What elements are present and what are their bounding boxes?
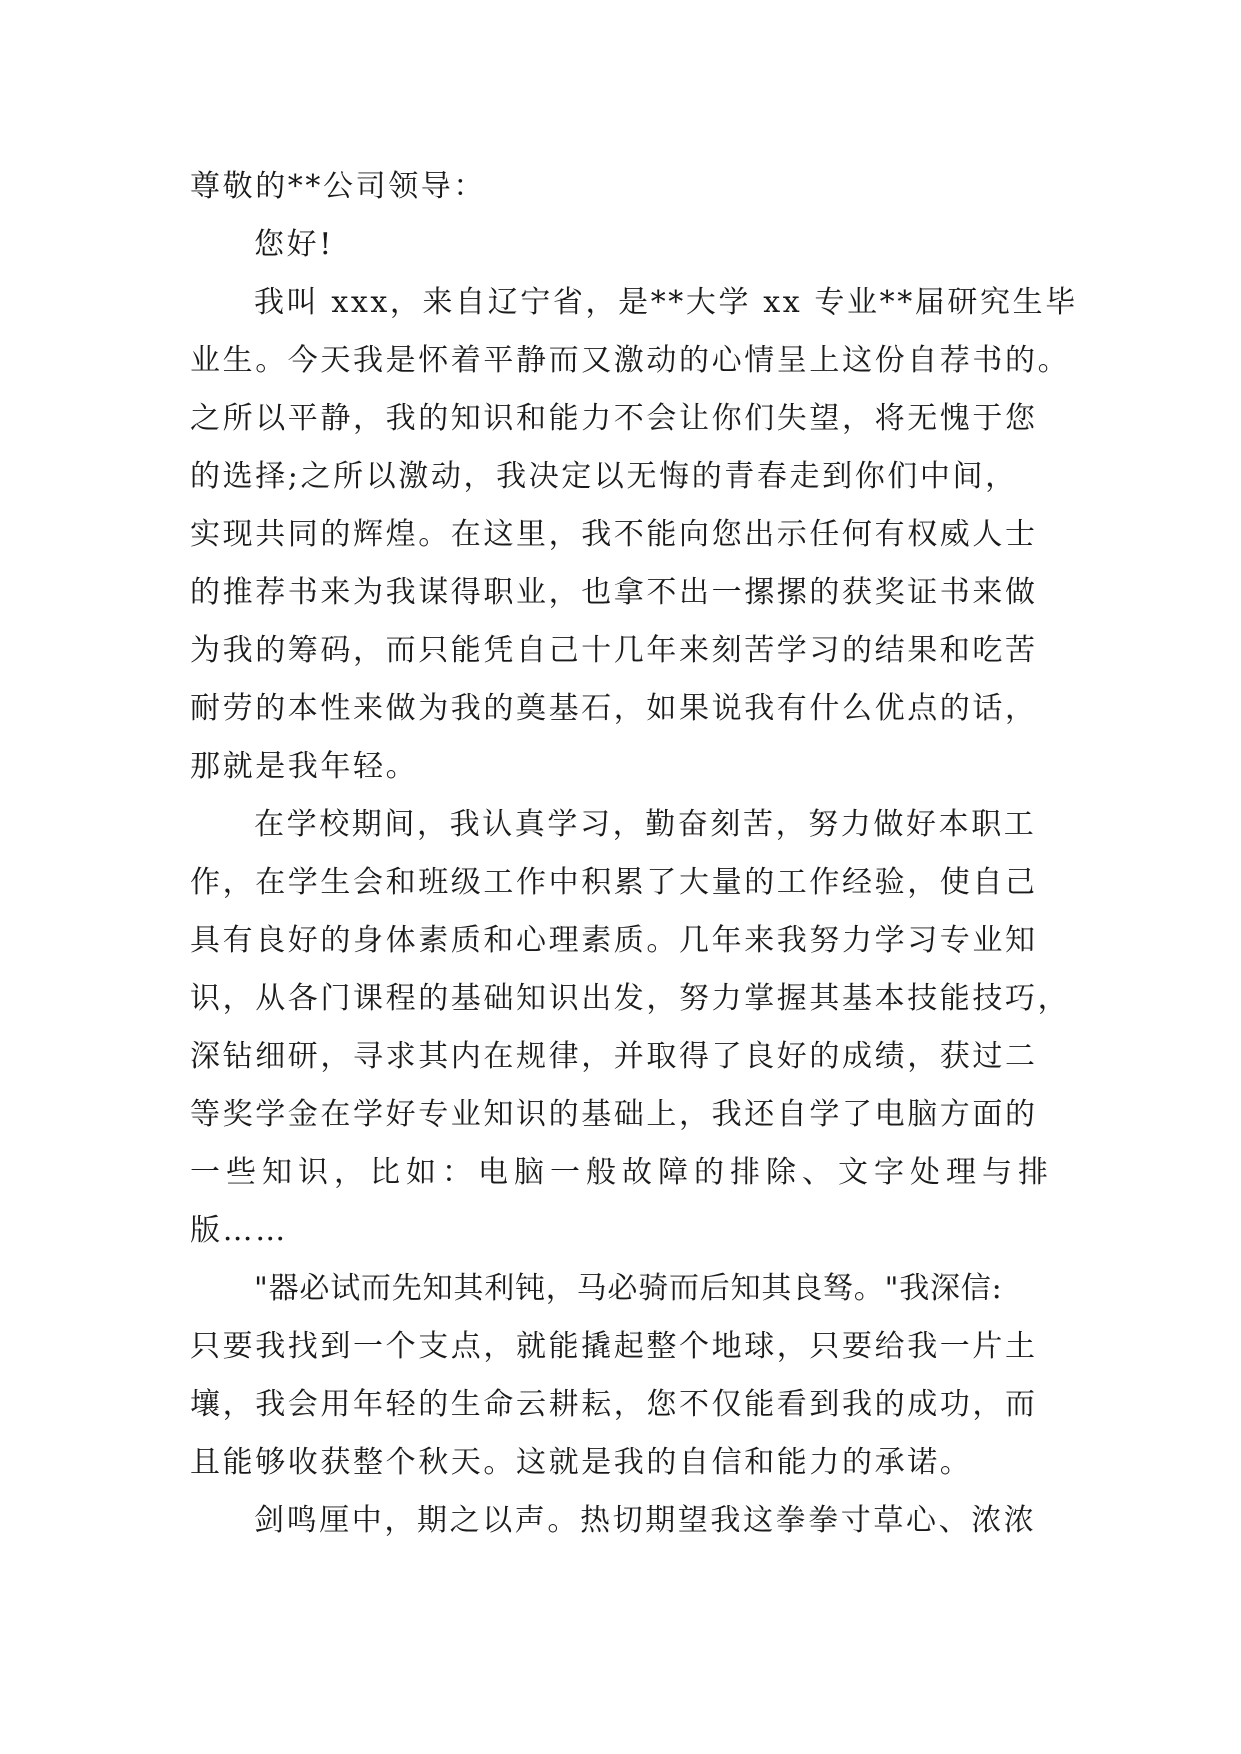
paragraph-line: 识，从各门课程的基础知识出发，努力掌握其基本技能技巧， bbox=[190, 981, 1071, 1016]
paragraph-line: 业生。今天我是怀着平静而又激动的心情呈上这份自荐书的。 bbox=[190, 343, 1071, 378]
paragraph-line: 版…… bbox=[190, 1213, 288, 1248]
paragraph-line: 实现共同的辉煌。在这里，我不能向您出示任何有权威人士 bbox=[190, 517, 1038, 552]
letter-body bbox=[190, 158, 1078, 1550]
paragraph-line: 作，在学生会和班级工作中积累了大量的工作经验，使自己 bbox=[190, 865, 1038, 900]
paragraph-line: 深钻细研，寻求其内在规律，并取得了良好的成绩，获过二 bbox=[190, 1039, 1038, 1074]
salutation-line: 尊敬的**公司领导： bbox=[190, 169, 486, 204]
paragraph-line: 的推荐书来为我谋得职业，也拿不出一摞摞的获奖证书来做 bbox=[190, 575, 1038, 610]
paragraph-line: 在学校期间，我认真学习，勤奋刻苦，努力做好本职工 bbox=[254, 807, 1037, 842]
paragraph-line: "器必试而先知其利钝，马必骑而后知其良驽。"我深信: bbox=[254, 1271, 1003, 1306]
paragraph-line: 且能够收获整个秋天。这就是我的自信和能力的承诺。 bbox=[190, 1445, 973, 1480]
paragraph-line: 只要我找到一个支点，就能撬起整个地球，只要给我一片土 bbox=[190, 1329, 1038, 1364]
paragraph-line: 一些知识，比如：电脑一般故障的排除、文字处理与排 bbox=[190, 1155, 1054, 1190]
paragraph-closing bbox=[190, 1492, 1060, 1550]
paragraph-line: 等奖学金在学好专业知识的基础上，我还自学了电脑方面的 bbox=[190, 1097, 1038, 1132]
paragraph-line: 为我的筹码，而只能凭自己十几年来刻苦学习的结果和吃苦 bbox=[190, 633, 1038, 668]
greeting-line: 您好! bbox=[254, 227, 334, 262]
paragraph-line: 的选择;之所以激动，我决定以无悔的青春走到你们中间， bbox=[190, 459, 1018, 494]
paragraph-line: 我叫 xxx，来自辽宁省，是**大学 xx 专业**届研究生毕 bbox=[254, 285, 1078, 320]
paragraph-line: 那就是我年轻。 bbox=[190, 749, 419, 784]
paragraph-line: 耐劳的本性来做为我的奠基石，如果说我有什么优点的话， bbox=[190, 691, 1038, 726]
paragraph-line: 壤，我会用年轻的生命云耕耘，您不仅能看到我的成功，而 bbox=[190, 1387, 1038, 1422]
paragraph-line: 具有良好的身体素质和心理素质。几年来我努力学习专业知 bbox=[190, 923, 1038, 958]
paragraph-line: 剑鸣厘中，期之以声。热切期望我这拳拳寸草心、浓浓 bbox=[254, 1503, 1037, 1538]
paragraph-self-introduction bbox=[190, 274, 1078, 796]
paragraph-school-experience bbox=[190, 796, 1071, 1260]
paragraph-line: 之所以平静，我的知识和能力不会让你们失望，将无愧于您 bbox=[190, 401, 1038, 436]
paragraph-confidence bbox=[190, 1260, 1060, 1492]
